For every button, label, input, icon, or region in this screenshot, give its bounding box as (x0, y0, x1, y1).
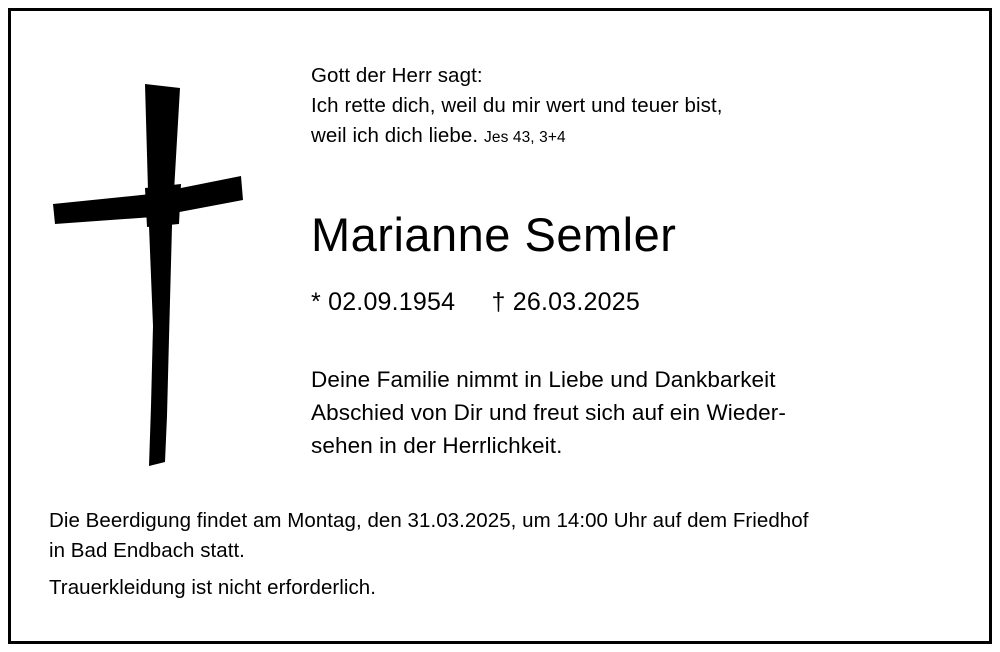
funeral-line-1: Die Beerdigung findet am Montag, den 31.03.2025, um 14:00 Uhr auf dem Friedhof (49, 509, 809, 532)
funeral-line-2: in Bad Endbach statt. (49, 539, 245, 562)
verse-line-1: Gott der Herr sagt: (311, 64, 483, 87)
deceased-name: Marianne Semler (311, 208, 677, 261)
verse-line-2: Ich rette dich, weil du mir wert und teuer bist, (311, 94, 723, 117)
tribute-line-2: Abschied von Dir und freut sich auf ein Wieder- (311, 400, 786, 425)
verse-reference: Jes 43, 3+4 (484, 129, 566, 146)
tribute-line-1: Deine Familie nimmt in Liebe und Dankbarkeit (311, 367, 776, 392)
life-dates (311, 285, 951, 319)
verse-line-3: weil ich dich liebe. (311, 124, 479, 147)
funeral-details (49, 506, 959, 566)
birth-symbol: * (311, 288, 321, 316)
tribute-text (311, 363, 951, 462)
notice-content (11, 11, 989, 641)
verse-line-3-wrap (311, 121, 951, 153)
death-date: 26.03.2025 (512, 288, 640, 316)
dresscode-note: Trauerkleidung ist nicht erforderlich. (49, 576, 377, 599)
tribute-line-3: sehen in der Herrlichkeit. (311, 433, 563, 458)
death-symbol: † (491, 288, 506, 316)
bible-verse (311, 61, 951, 153)
cross-icon (41, 76, 256, 476)
birth-date: 02.09.1954 (328, 288, 456, 316)
